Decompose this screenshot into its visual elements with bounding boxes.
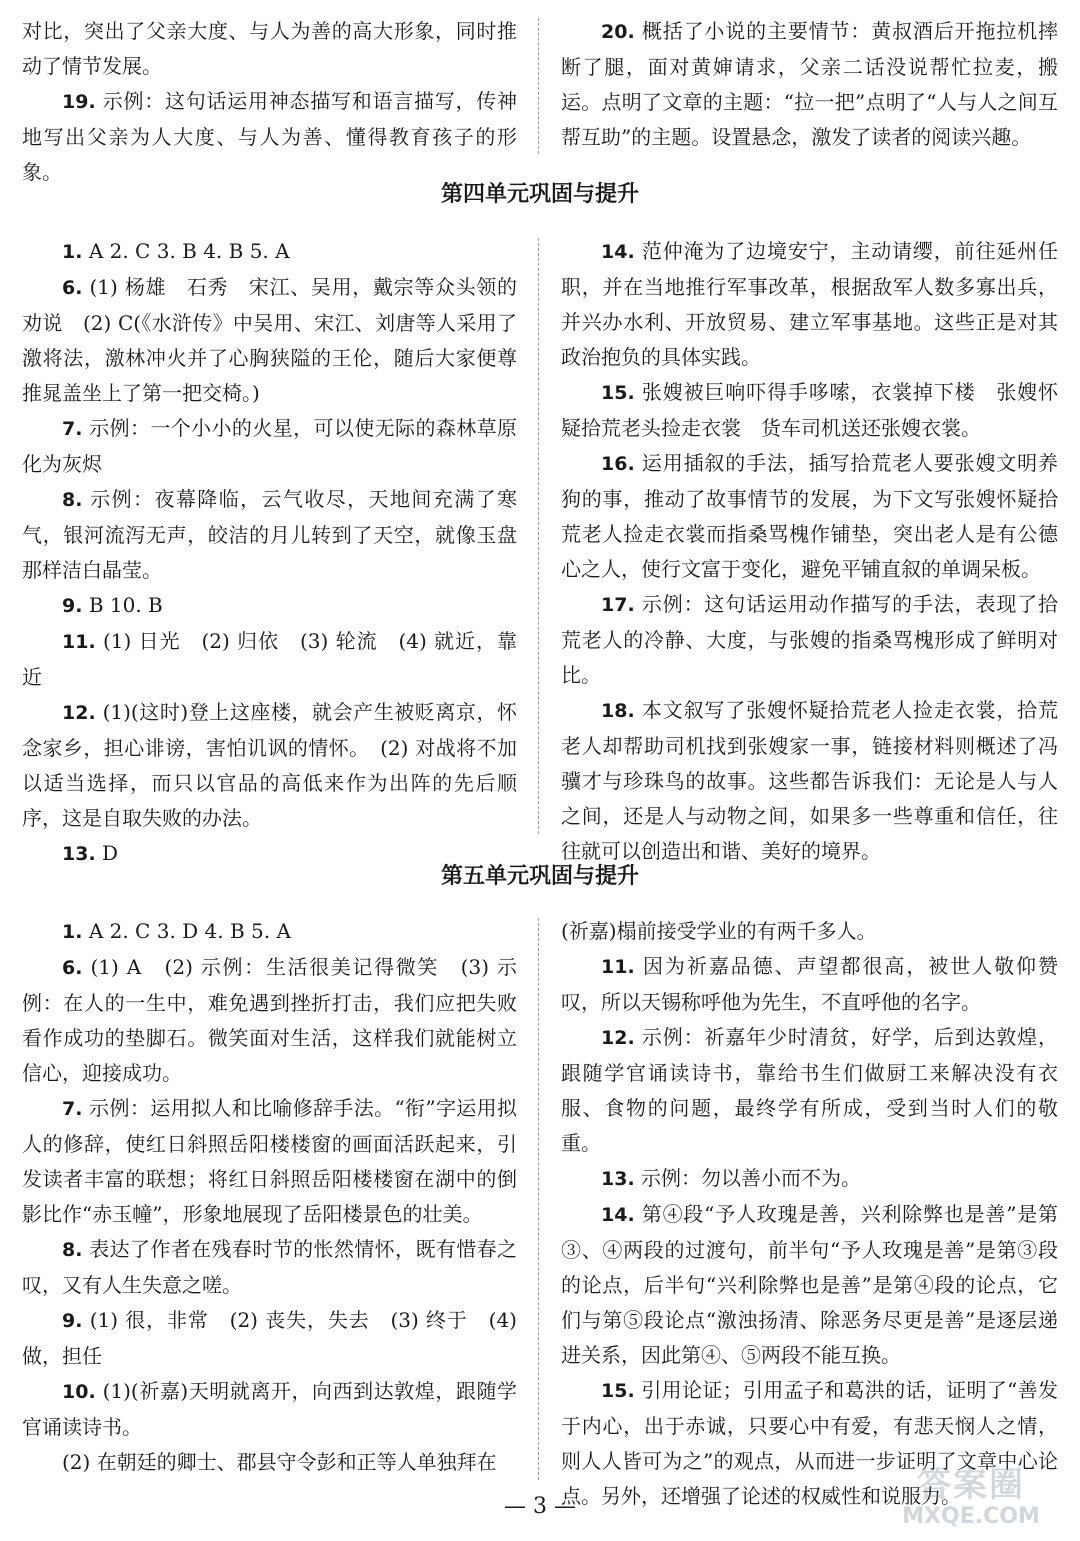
answer-text: (祈嘉)榻前接受学业的有两千多人。 [561, 919, 877, 943]
answer-item [561, 587, 1058, 693]
watermark-logo [876, 1466, 1066, 1536]
answer-number: 13. [601, 1168, 635, 1190]
answer-text: 表达了作者在残春时节的怅然情怀，既有惜春之叹，又有人生失意之嗟。 [22, 1237, 518, 1297]
watermark-bottom-text: MXQE.COM [902, 1504, 1040, 1529]
unit5-title: 第五单元巩固与提升 [440, 864, 639, 889]
answer-text: 概括了小说的主要情节：黄叔酒后开拖拉机摔断了腿，面对黄婶请求，父亲二话没说帮忙拉麦，搬运。点明了文章的主题：“拉一把”点明了“人与人之间互帮互助”的主题。设置悬念，激发了读者的阅读兴趣。 [561, 19, 1059, 149]
column-divider [538, 238, 539, 834]
answer-text: (2) 在朝廷的卿士、郡县守令彭和正等人单独拜在 [62, 1450, 497, 1474]
answer-number: 9. [62, 595, 83, 617]
answer-number: 14. [601, 241, 635, 263]
top-continuation-block [22, 14, 1058, 190]
column-divider [538, 918, 539, 1480]
answer-number: 14. [601, 1204, 635, 1226]
answer-text: 示例：这句话运用神态描写和语言描写，传神地写出父亲为人大度、与人为善、懂得教育孩子的形象。 [22, 89, 518, 184]
answer-text: A 2. C 3. B 4. B 5. A [88, 239, 290, 263]
answer-item [22, 1091, 517, 1232]
answer-number: 18. [601, 700, 635, 722]
answer-item [22, 84, 517, 190]
unit4-left-column [22, 234, 527, 872]
answer-item [22, 1445, 517, 1480]
answer-item [561, 693, 1058, 869]
answer-item [561, 949, 1058, 1020]
answer-item [22, 695, 517, 836]
answer-number: 6. [62, 277, 83, 299]
unit4-block [22, 234, 1058, 872]
answer-text: 运用插叙的手法，插写拾荒老人要张嫂文明养狗的事，推动了故事情节的发展，为下文写张嫂怀疑拾荒老人捡走衣裳而指桑骂槐作铺垫，突出老人是有公德心之人，使行文富于变化，避免平铺直叙的单调呆板。 [561, 451, 1059, 581]
answer-text: (1) A (2) 示例：生活很美记得微笑 (3) 示例：在人的一生中，难免遇到挫折打击，我们应把失败看作成功的垫脚石。微笑面对生活，这样我们就能树立信心，迎接成功。 [22, 955, 517, 1085]
answer-number: 15. [601, 382, 635, 404]
answer-number: 11. [601, 956, 635, 978]
answer-text: 引用论证；引用孟子和葛洪的话，证明了“善发于内心，出于赤诚，只要心中有爱，有悲天悯人之情，则人人皆可为之”的观点，从而进一步证明了文章中心论点。另外，还增强了论述的权威性和说服力。 [561, 1378, 1058, 1508]
answer-item [22, 482, 517, 588]
answer-number: 19. [62, 91, 96, 113]
answer-item [561, 1161, 1058, 1197]
answer-text: 因为祈嘉品德、声望都很高，被世人敬仰赞叹，所以天锡称呼他为先生，不直呼他的名字。 [561, 954, 1059, 1014]
answer-number: 11. [62, 631, 96, 653]
answer-text: (1) 杨雄 石秀 宋江、吴用，戴宗等众头领的劝说 (2) C(《水浒传》中吴用、宋江、刘唐等人采用了激将法，激林冲火并了心胸狭隘的王伦，随后大家便尊推晁盖坐上了第一把交椅。) [22, 275, 518, 405]
answer-text: 对比，突出了父亲大度、与人为善的高大形象，同时推动了情节发展。 [22, 19, 517, 78]
answer-number: 7. [62, 418, 83, 440]
answer-item [22, 914, 517, 950]
answer-item [22, 624, 517, 695]
answer-item [561, 1020, 1058, 1161]
answer-item [22, 1374, 517, 1445]
answer-text: 示例：一个小小的火星，可以使无际的森林草原化为灰烬 [22, 416, 518, 476]
answer-number: 12. [62, 702, 96, 724]
answer-number: 7. [62, 1098, 83, 1120]
answer-item [561, 14, 1058, 155]
answer-item [22, 1303, 517, 1374]
top-right-column [553, 14, 1058, 190]
answer-item [22, 270, 517, 411]
answer-number: 9. [62, 1310, 83, 1332]
answer-number: 13. [62, 843, 96, 865]
unit4-right-column [553, 234, 1058, 872]
answer-text: (1)(祈嘉)天明就离开，向西到达敦煌，跟随学官诵读诗书。 [22, 1379, 518, 1439]
answer-number: 8. [62, 1239, 83, 1261]
answer-text: 示例：这句话运用动作描写的手法，表现了拾荒老人的冷静、大度，与张嫂的指桑骂槐形成了鲜明对比。 [561, 592, 1059, 687]
answer-text: D [102, 841, 119, 865]
answer-item [561, 446, 1058, 587]
answer-text: A 2. C 3. D 4. B 5. A [88, 919, 291, 943]
unit4-title: 第四单元巩固与提升 [440, 182, 639, 207]
answer-text: (1) 日光 (2) 归依 (3) 轮流 (4) 就近，靠近 [22, 629, 517, 689]
answer-text: 示例：祈嘉年少时清贫，好学，后到达敦煌，跟随学官诵读诗书，靠给书生们做厨工来解决没有衣服、食物的问题，最终学有所成，受到当时人们的敬重。 [561, 1025, 1059, 1155]
answer-item [22, 1232, 517, 1303]
answer-text: 范仲淹为了边境安宁，主动请缨，前往延州任职，并在当地推行军事改革，根据敌军人数多寡出兵，并兴办水利、开放贸易、建立军事基地。这些正是对其政治抱负的具体实践。 [561, 239, 1059, 369]
answer-text: (1)(这时)登上这座楼，就会产生被贬离京，怀念家乡，担心诽谤，害怕讥讽的情怀。 (2) 对战将不加以适当选择，而只以官品的高低来作为出阵的先后顺序，这是自取失败的办法。 [22, 700, 518, 830]
answer-item [561, 914, 1058, 949]
answer-number: 17. [601, 594, 635, 616]
top-left-column [22, 14, 527, 190]
answer-number: 15. [601, 1380, 635, 1402]
answer-item [561, 375, 1058, 446]
answer-text: 第④段“予人玫瑰是善，兴利除弊也是善”是第③、④两段的过渡句，前半句“予人玫瑰是善”是第③段的论点，后半句“兴利除弊也是善”是第④段的论点，它们与第⑤段论点“激浊扬清、除恶务尽更是善”是逐层递进关系，因此第④、⑤两段不能互换。 [561, 1202, 1059, 1367]
answer-text: 张嫂被巨响吓得手哆嗦，衣裳掉下楼 张嫂怀疑拾荒老头捡走衣裳 货车司机送还张嫂衣裳。 [561, 380, 1059, 440]
answer-number: 20. [601, 21, 635, 43]
answer-item [22, 234, 517, 270]
answer-number: 1. [62, 241, 83, 263]
page-number: — 3 — [504, 1494, 576, 1519]
answer-number: 6. [62, 957, 83, 979]
column-divider [538, 18, 539, 154]
unit5-block [22, 914, 1058, 1514]
answer-item [22, 588, 517, 624]
answer-text: 本文叙写了张嫂怀疑拾荒老人捡走衣裳，拾荒老人却帮助司机找到张嫂家一事，链接材料则概述了冯骥才与珍珠鸟的故事。这些都告诉我们：无论是人与人之间，还是人与动物之间，如果多一些尊重和信任，往往就可以创造出和谐、美好的境界。 [561, 698, 1059, 863]
answer-number: 16. [601, 453, 635, 475]
unit5-left-column [22, 914, 527, 1514]
answer-item [561, 234, 1058, 375]
answer-item [561, 1197, 1058, 1373]
answer-number: 8. [62, 489, 83, 511]
answer-number: 1. [62, 921, 83, 943]
watermark-top-text: 答案圈 [917, 1465, 1025, 1505]
answer-text: B 10. B [88, 593, 163, 617]
answer-text: 示例：勿以善小而不为。 [641, 1166, 862, 1190]
answer-text: (1) 很，非常 (2) 丧失，失去 (3) 终于 (4) 做，担任 [22, 1308, 517, 1368]
answer-text: 示例：夜幕降临，云气收尽，天地间充满了寒气，银河流泻无声，皎洁的月儿转到了天空，就像玉盘那样洁白晶莹。 [22, 487, 518, 582]
answer-text: 示例：运用拟人和比喻修辞手法。“衔”字运用拟人的修辞，使红日斜照岳阳楼楼窗的画面活跃起来，引发读者丰富的联想；将红日斜照岳阳楼楼窗在湖中的倒影比作“赤玉幢”，形象地展现了岳阳楼景色的壮美。 [22, 1096, 518, 1226]
answer-item [22, 411, 517, 482]
answer-number: 10. [62, 1381, 96, 1403]
answer-item [22, 950, 517, 1091]
unit5-right-column [553, 914, 1058, 1514]
answer-item [22, 14, 517, 84]
answer-number: 12. [601, 1027, 635, 1049]
